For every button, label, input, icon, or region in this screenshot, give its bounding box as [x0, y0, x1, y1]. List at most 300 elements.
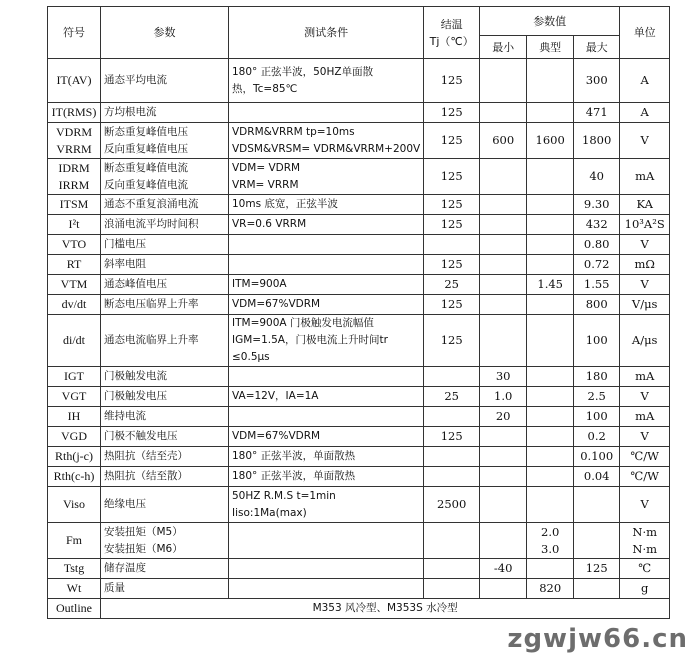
parameter-cell-line: 通态电流临界上升率 — [104, 334, 199, 346]
parameter-cell — [101, 559, 229, 579]
typ-cell — [527, 447, 574, 467]
unit-cell-value: A/μs — [631, 333, 658, 347]
parameter-cell — [101, 523, 229, 559]
symbol-cell — [48, 235, 101, 255]
symbol-cell-line: VTM — [60, 277, 88, 291]
typ-cell — [527, 315, 574, 367]
tj-cell — [424, 367, 480, 387]
conditions-cell — [229, 487, 424, 523]
conditions-cell — [229, 159, 424, 195]
parameter-cell — [101, 103, 229, 123]
tj-cell — [424, 579, 480, 599]
max-cell-value: 0.72 — [583, 257, 610, 271]
parameter-cell — [101, 215, 229, 235]
unit-cell — [620, 195, 670, 215]
table-row — [48, 123, 670, 159]
tj-cell — [424, 523, 480, 559]
conditions-cell-line: VDSM&VRSM= VDRM&VRRM+200V — [232, 142, 421, 155]
min-cell — [480, 427, 527, 447]
max-cell-value: 100 — [585, 409, 608, 423]
symbol-cell-line: di/dt — [62, 333, 85, 347]
parameter-cell-line: 反向重复峰值电流 — [104, 178, 188, 191]
conditions-cell — [229, 59, 424, 103]
min-cell — [480, 195, 527, 215]
tj-cell-value: 125 — [440, 217, 463, 231]
symbol-cell-line: IH — [67, 409, 81, 423]
parameter-cell — [101, 487, 229, 523]
tj-cell-value: 125 — [440, 133, 463, 147]
unit-cell — [620, 215, 670, 235]
table-row — [48, 255, 670, 275]
symbol-cell — [48, 523, 101, 559]
conditions-cell-line: VR=0.6 VRRM — [232, 218, 307, 230]
typ-cell — [527, 523, 574, 559]
symbol-cell-line: RT — [66, 257, 82, 271]
symbol-cell — [48, 367, 101, 387]
header-symbol: 符号 — [48, 7, 101, 59]
min-cell-value: 30 — [495, 369, 511, 383]
unit-cell-value: mA — [635, 369, 655, 383]
unit-cell-value: V — [640, 497, 649, 511]
tj-cell-value: 125 — [440, 197, 463, 211]
table-row — [48, 579, 670, 599]
parameter-cell-line: 维持电流 — [104, 410, 146, 422]
table-row — [48, 195, 670, 215]
min-cell — [480, 275, 527, 295]
tj-cell — [424, 487, 480, 523]
unit-cell — [620, 427, 670, 447]
tj-cell-value: 125 — [440, 169, 463, 183]
parameter-cell-line: 安装扭矩（M5） — [104, 525, 183, 538]
parameter-cell-line: 反向重复峰值电压 — [104, 142, 188, 155]
header-conditions: 测试条件 — [229, 7, 424, 59]
conditions-cell — [229, 235, 424, 255]
unit-cell-value: 10³A²S — [624, 217, 665, 231]
conditions-cell — [229, 195, 424, 215]
parameter-cell — [101, 123, 229, 159]
min-cell — [480, 159, 527, 195]
unit-cell — [620, 103, 670, 123]
conditions-cell — [229, 559, 424, 579]
unit-cell — [620, 159, 670, 195]
parameter-cell-line: 通态峰值电压 — [104, 278, 167, 290]
conditions-cell-line: 热，Tc=85℃ — [232, 82, 298, 95]
symbol-cell — [48, 487, 101, 523]
symbol-cell-line: dv/dt — [61, 297, 87, 311]
max-cell-value: 180 — [585, 369, 608, 383]
tj-cell — [424, 467, 480, 487]
unit-cell-value: ℃/W — [630, 469, 659, 483]
typ-cell — [527, 215, 574, 235]
parameter-cell — [101, 427, 229, 447]
symbol-cell — [48, 427, 101, 447]
tj-cell — [424, 255, 480, 275]
symbol-cell-line: VTO — [61, 237, 87, 251]
unit-cell-value: ℃ — [638, 561, 652, 575]
tj-cell — [424, 59, 480, 103]
tj-cell — [424, 387, 480, 407]
max-cell-value: 100 — [585, 333, 608, 347]
table-row — [48, 215, 670, 235]
min-cell-value: 1.0 — [494, 389, 513, 403]
max-cell — [574, 427, 620, 447]
symbol-cell-line: Rth(j-c) — [55, 449, 93, 463]
tj-cell — [424, 123, 480, 159]
symbol-cell-line: I²t — [68, 217, 80, 231]
symbol-cell-line: Fm — [65, 533, 82, 547]
tj-cell-value: 125 — [440, 257, 463, 271]
max-cell — [574, 579, 620, 599]
outline-row — [48, 599, 670, 619]
tj-cell — [424, 447, 480, 467]
symbol-cell — [48, 407, 101, 427]
parameter-cell-line: 安装扭矩（M6） — [104, 542, 183, 555]
unit-cell — [620, 487, 670, 523]
symbol-cell — [48, 195, 101, 215]
typ-cell — [527, 159, 574, 195]
symbol-cell — [48, 123, 101, 159]
symbol-cell — [48, 559, 101, 579]
typ-cell — [527, 275, 574, 295]
header-tj-line1: 结温 — [440, 17, 463, 31]
parameter-cell-line: 门极不触发电压 — [104, 430, 178, 442]
symbol-cell — [48, 467, 101, 487]
table-row — [48, 275, 670, 295]
typ-cell-value: 1600 — [535, 133, 565, 147]
max-cell-value: 125 — [585, 561, 608, 575]
conditions-cell — [229, 295, 424, 315]
outline-label: Outline — [48, 599, 101, 619]
header-min: 最小 — [480, 36, 527, 59]
header-values: 参数值 — [480, 7, 620, 36]
unit-cell-value: ℃/W — [630, 449, 659, 463]
min-cell — [480, 59, 527, 103]
conditions-cell — [229, 523, 424, 559]
symbol-cell — [48, 295, 101, 315]
typ-cell — [527, 467, 574, 487]
max-cell — [574, 367, 620, 387]
conditions-cell — [229, 447, 424, 467]
unit-cell — [620, 295, 670, 315]
tj-cell-value: 25 — [444, 277, 459, 291]
split-line: 3.0 — [541, 541, 560, 556]
parameter-cell — [101, 315, 229, 367]
conditions-cell-line: 180° 正弦半波，50HZ单面散 — [232, 65, 374, 78]
table-row — [48, 427, 670, 447]
parameter-cell-line: 热阻抗（结至壳） — [104, 450, 188, 462]
table-row — [48, 407, 670, 427]
unit-cell-value: mΩ — [634, 257, 655, 271]
min-cell — [480, 315, 527, 367]
parameter-cell-line: 斜率电阻 — [104, 258, 146, 270]
conditions-cell-line: VRM= VRRM — [232, 178, 299, 191]
min-cell — [480, 579, 527, 599]
tj-cell-value: 125 — [440, 333, 463, 347]
unit-cell — [620, 523, 670, 559]
min-cell — [480, 387, 527, 407]
conditions-cell-line: 180° 正弦半波，单面散热 — [232, 470, 356, 482]
symbol-cell-line: IT(RMS) — [51, 105, 97, 119]
parameter-cell-line: 热阻抗（结至散） — [104, 470, 188, 482]
split-line: 2.0 — [541, 524, 560, 539]
min-cell — [480, 103, 527, 123]
unit-cell — [620, 275, 670, 295]
parameter-cell-line: 门槛电压 — [104, 238, 146, 250]
conditions-cell-line: VDM= VDRM — [232, 161, 301, 174]
unit-cell-value: V/μs — [631, 297, 658, 311]
conditions-cell — [229, 407, 424, 427]
tj-cell-value: 125 — [440, 429, 463, 443]
tj-cell — [424, 235, 480, 255]
unit-cell — [620, 59, 670, 103]
table-row — [48, 367, 670, 387]
min-cell — [480, 487, 527, 523]
typ-cell — [527, 103, 574, 123]
split-line: N·m — [632, 524, 657, 539]
typ-cell — [527, 195, 574, 215]
max-cell — [574, 195, 620, 215]
max-cell — [574, 447, 620, 467]
parameter-cell — [101, 275, 229, 295]
table-row — [48, 487, 670, 523]
table-row — [48, 235, 670, 255]
parameter-cell-line: 绝缘电压 — [104, 498, 146, 510]
table-row — [48, 159, 670, 195]
typ-cell — [527, 255, 574, 275]
table-row — [48, 447, 670, 467]
conditions-cell — [229, 427, 424, 447]
unit-cell — [620, 407, 670, 427]
parameter-cell-line: 浪涌电流平均时间积 — [104, 218, 199, 230]
min-cell — [480, 215, 527, 235]
tj-cell-value: 125 — [440, 297, 463, 311]
typ-cell — [527, 427, 574, 447]
conditions-cell-line: ≤0.5μs — [232, 351, 270, 363]
tj-cell-value: 25 — [444, 389, 459, 403]
header-parameter: 参数 — [101, 7, 229, 59]
unit-cell — [620, 315, 670, 367]
typ-cell-value: 820 — [539, 581, 562, 595]
parameter-cell — [101, 235, 229, 255]
parameter-cell-line: 断态重复峰值电流 — [104, 161, 188, 174]
unit-cell-value: V — [640, 429, 649, 443]
max-cell-value: 0.80 — [583, 237, 610, 251]
max-cell-value: 432 — [585, 217, 608, 231]
conditions-cell-line: VDM=67%VDRM — [232, 430, 321, 442]
symbol-cell-line: IGT — [64, 369, 84, 383]
parameter-cell-line: 质量 — [104, 582, 125, 594]
tj-cell-value: 125 — [440, 105, 463, 119]
unit-cell — [620, 367, 670, 387]
spec-table — [47, 6, 670, 619]
tj-cell — [424, 295, 480, 315]
parameter-cell-line: 方均根电流 — [104, 106, 157, 118]
symbol-cell — [48, 315, 101, 367]
conditions-cell — [229, 255, 424, 275]
unit-cell — [620, 255, 670, 275]
header-typ: 典型 — [527, 36, 574, 59]
min-cell — [480, 447, 527, 467]
tj-cell — [424, 275, 480, 295]
conditions-cell-line: ITM=900A — [232, 278, 287, 290]
symbol-cell — [48, 159, 101, 195]
min-cell — [480, 407, 527, 427]
symbol-cell — [48, 275, 101, 295]
parameter-cell — [101, 407, 229, 427]
unit-cell-value: V — [640, 133, 649, 147]
unit-cell — [620, 559, 670, 579]
min-cell — [480, 235, 527, 255]
tj-cell — [424, 103, 480, 123]
symbol-cell-line: Viso — [63, 497, 85, 511]
conditions-cell — [229, 387, 424, 407]
tj-cell — [424, 159, 480, 195]
symbol-cell — [48, 59, 101, 103]
conditions-cell-line: 10ms 底宽，正弦半波 — [232, 198, 338, 210]
typ-cell — [527, 559, 574, 579]
symbol-cell-line: VGD — [61, 429, 87, 443]
max-cell-value: 471 — [585, 105, 608, 119]
max-cell-value: 0.04 — [583, 469, 610, 483]
conditions-cell — [229, 579, 424, 599]
parameter-cell — [101, 447, 229, 467]
tj-cell-value: 125 — [440, 73, 463, 87]
parameter-cell — [101, 579, 229, 599]
max-cell — [574, 215, 620, 235]
typ-cell — [527, 387, 574, 407]
max-cell — [574, 295, 620, 315]
max-cell-value: 1.55 — [583, 277, 610, 291]
unit-cell-value — [623, 524, 666, 558]
table-row — [48, 559, 670, 579]
watermark: zgwjw66.cn — [507, 624, 688, 654]
parameter-cell-line: 通态平均电流 — [104, 74, 167, 86]
tj-cell — [424, 195, 480, 215]
symbol-cell-line: Wt — [66, 581, 82, 595]
unit-cell-value: A — [640, 73, 649, 87]
conditions-cell — [229, 275, 424, 295]
unit-cell-value: V — [640, 277, 649, 291]
conditions-cell-line: IGM=1.5A，门极电流上升时间tr — [232, 334, 388, 346]
tj-cell — [424, 215, 480, 235]
conditions-cell-line: VA=12V，IA=1A — [232, 390, 319, 402]
parameter-cell — [101, 159, 229, 195]
table-row — [48, 315, 670, 367]
min-cell — [480, 255, 527, 275]
parameter-cell-line: 门极触发电流 — [104, 370, 167, 382]
header-unit: 单位 — [620, 7, 670, 59]
tj-cell — [424, 315, 480, 367]
conditions-cell-line: ITM=900A 门极触发电流幅值 — [232, 317, 374, 329]
symbol-cell — [48, 215, 101, 235]
conditions-cell-line: VDRM&VRRM tp=10ms — [232, 125, 355, 138]
symbol-cell-line: VDRM — [55, 124, 92, 139]
unit-cell — [620, 579, 670, 599]
max-cell — [574, 559, 620, 579]
table-row — [48, 467, 670, 487]
parameter-cell — [101, 295, 229, 315]
parameter-cell — [101, 59, 229, 103]
max-cell-value: 300 — [585, 73, 608, 87]
typ-cell — [527, 487, 574, 523]
tj-cell — [424, 559, 480, 579]
max-cell — [574, 123, 620, 159]
unit-cell-value: A — [640, 105, 649, 119]
conditions-cell-line: VDM=67%VDRM — [232, 298, 321, 310]
max-cell — [574, 487, 620, 523]
unit-cell-value: V — [640, 237, 649, 251]
symbol-cell-line: VGT — [61, 389, 87, 403]
max-cell — [574, 315, 620, 367]
max-cell — [574, 407, 620, 427]
table-row — [48, 387, 670, 407]
typ-cell — [527, 235, 574, 255]
parameter-cell-line: 门极触发电压 — [104, 390, 167, 402]
min-cell — [480, 367, 527, 387]
conditions-cell-line: 50HZ R.M.S t=1min — [232, 489, 336, 502]
min-cell — [480, 467, 527, 487]
typ-cell — [527, 367, 574, 387]
conditions-cell-line: Iiso:1Ma(max) — [232, 506, 307, 519]
max-cell-value: 800 — [585, 297, 608, 311]
min-cell — [480, 523, 527, 559]
tj-cell — [424, 427, 480, 447]
parameter-cell — [101, 367, 229, 387]
conditions-cell — [229, 467, 424, 487]
conditions-cell — [229, 315, 424, 367]
header-max: 最大 — [574, 36, 620, 59]
max-cell — [574, 523, 620, 559]
conditions-cell-line: 180° 正弦半波，单面散热 — [232, 450, 356, 462]
typ-cell-value — [530, 524, 570, 558]
symbol-cell-line: VRRM — [56, 141, 92, 156]
max-cell — [574, 255, 620, 275]
unit-cell — [620, 235, 670, 255]
parameter-cell — [101, 387, 229, 407]
typ-cell — [527, 579, 574, 599]
tj-cell-value: 2500 — [437, 497, 467, 511]
symbol-cell — [48, 447, 101, 467]
table-row — [48, 295, 670, 315]
typ-cell — [527, 407, 574, 427]
symbol-cell-line: IDRM — [58, 160, 90, 175]
unit-cell-value: g — [641, 581, 649, 595]
conditions-cell — [229, 215, 424, 235]
max-cell-value: 0.2 — [587, 429, 606, 443]
symbol-cell — [48, 387, 101, 407]
conditions-cell — [229, 103, 424, 123]
parameter-cell — [101, 467, 229, 487]
parameter-cell-line: 储存温度 — [104, 562, 146, 574]
unit-cell — [620, 123, 670, 159]
parameter-cell — [101, 195, 229, 215]
max-cell — [574, 235, 620, 255]
unit-cell-value: V — [640, 389, 649, 403]
symbol-cell-line: IT(AV) — [56, 73, 92, 87]
unit-cell-value: KA — [636, 197, 653, 211]
parameter-cell-line: 断态电压临界上升率 — [104, 298, 199, 310]
typ-cell — [527, 123, 574, 159]
symbol-cell-line: Tstg — [63, 561, 85, 575]
max-cell-value: 0.100 — [580, 449, 614, 463]
tj-cell — [424, 407, 480, 427]
symbol-cell-line: ITSM — [59, 197, 89, 211]
conditions-cell — [229, 123, 424, 159]
max-cell-value: 2.5 — [587, 389, 606, 403]
symbol-cell — [48, 255, 101, 275]
unit-cell-value: mA — [635, 169, 655, 183]
split-line: N·m — [632, 541, 657, 556]
